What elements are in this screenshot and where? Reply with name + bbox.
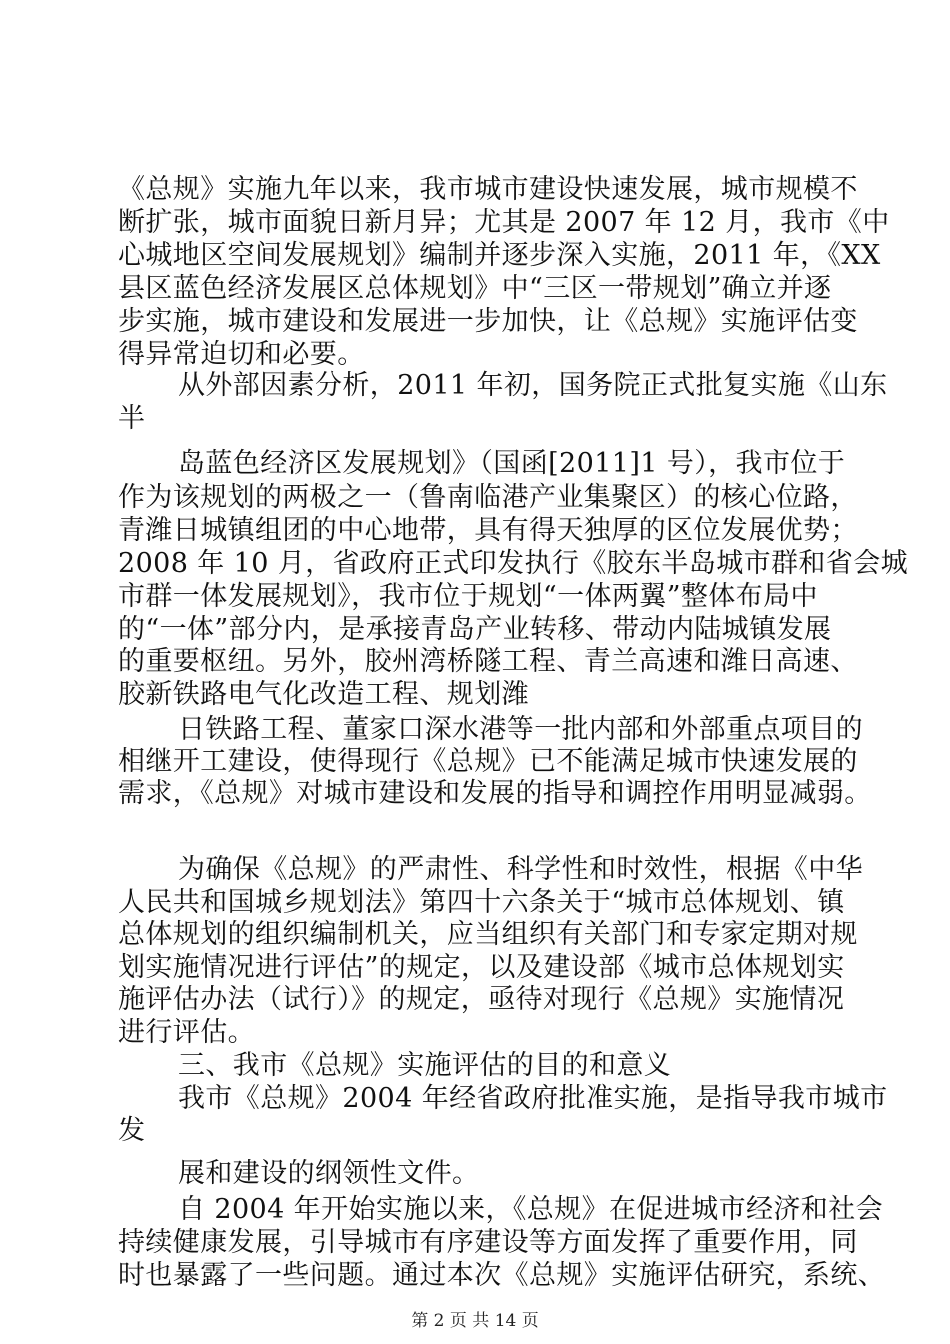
text-line: 步实施，城市建设和发展进一步加快，让《总规》实施评估变	[118, 306, 858, 337]
text-line: 胶新铁路电气化改造工程、规划潍	[118, 679, 529, 710]
text-line: 人民共和国城乡规划法》第四十六条关于“城市总体规划、镇	[118, 887, 845, 918]
section-heading: 三、我市《总规》实施评估的目的和意义	[178, 1050, 672, 1081]
text-line: 2008 年 10 月，省政府正式印发执行《胶东半岛城市群和省会城	[118, 548, 909, 579]
text-line: 半	[118, 403, 146, 434]
text-line: 持续健康发展，引导城市有序建设等方面发挥了重要作用，同	[118, 1227, 858, 1258]
text-line: 施评估办法（试行）》的规定，亟待对现行《总规》实施情况	[118, 984, 845, 1015]
text-line: 划实施情况进行评估”的规定，以及建设部《城市总体规划实	[118, 952, 845, 983]
text-line: 需求，《总规》对城市建设和发展的指导和调控作用明显减弱。	[118, 778, 872, 809]
text-line: 总体规划的组织编制机关，应当组织有关部门和专家定期对规	[118, 919, 858, 950]
text-line: 相继开工建设，使得现行《总规》已不能满足城市快速发展的	[118, 746, 858, 777]
text-line: 的重要枢纽。另外，胶州湾桥隧工程、青兰高速和潍日高速、	[118, 646, 858, 677]
text-line: 《总规》实施九年以来，我市城市建设快速发展，城市规模不	[118, 174, 858, 205]
text-line: 自 2004 年开始实施以来，《总规》在促进城市经济和社会	[178, 1194, 883, 1225]
text-line: 的“一体”部分内，是承接青岛产业转移、带动内陆城镇发展	[118, 614, 832, 645]
text-line: 得异常迫切和必要。	[118, 339, 365, 370]
text-line: 青潍日城镇组团的中心地带，具有得天独厚的区位发展优势；	[118, 515, 858, 546]
text-line: 岛蓝色经济区发展规划》（国函[2011]1 号），我市位于	[178, 448, 846, 479]
text-line: 从外部因素分析，2011 年初，国务院正式批复实施《山东	[178, 370, 888, 401]
text-line: 我市《总规》2004 年经省政府批准实施，是指导我市城市	[178, 1083, 888, 1114]
text-line: 县区蓝色经济发展区总体规划》中“三区一带规划”确立并逐	[118, 273, 832, 304]
text-line: 作为该规划的两极之一（鲁南临港产业集聚区）的核心位路，	[118, 482, 858, 513]
page-footer: 第 2 页 共 14 页	[411, 1311, 539, 1331]
text-line: 为确保《总规》的严肃性、科学性和时效性，根据《中华	[178, 854, 863, 885]
text-line: 发	[118, 1115, 146, 1146]
text-line: 日铁路工程、董家口深水港等一批内部和外部重点项目的	[178, 714, 863, 745]
text-line: 市群一体发展规划》，我市位于规划“一体两翼”整体布局中	[118, 581, 818, 612]
text-line: 心城地区空间发展规划》编制并逐步深入实施，2011 年，《XX	[118, 240, 881, 271]
text-line: 断扩张，城市面貌日新月异；尤其是 2007 年 12 月，我市《中	[118, 207, 890, 238]
text-line: 进行评估。	[118, 1017, 255, 1048]
text-line: 展和建设的纲领性文件。	[178, 1158, 480, 1189]
text-line: 时也暴露了一些问题。通过本次《总规》实施评估研究，系统、	[118, 1260, 886, 1291]
